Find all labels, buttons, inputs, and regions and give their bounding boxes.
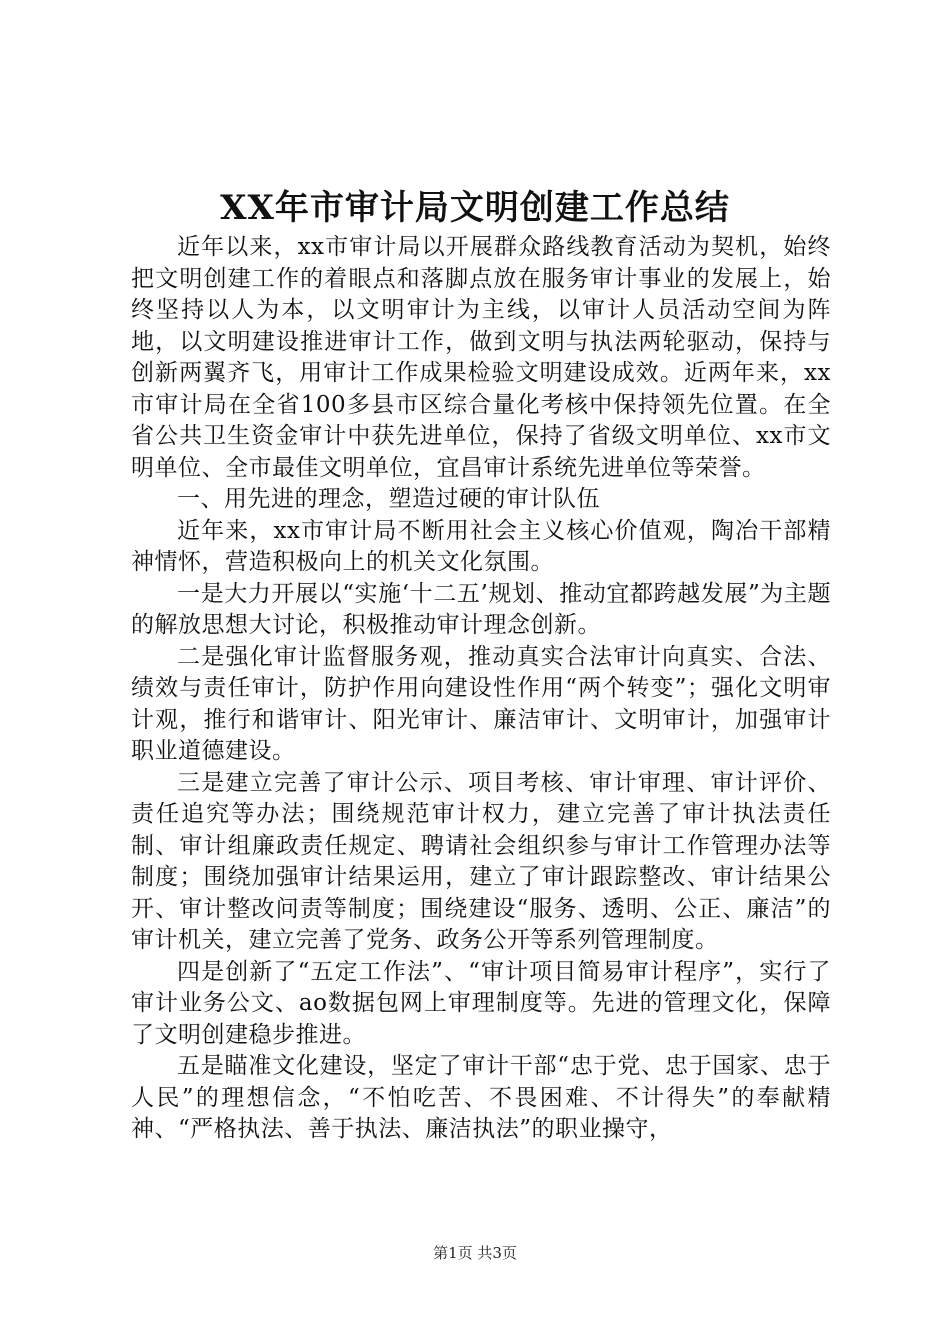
page-number-label: 第1页 共3页 — [433, 1244, 517, 1262]
body-paragraph: 一是大力开展以“实施‘十二五’规划、推动宜都跨越发展”为主题的解放思想大讨论，积极推动审计理念创新。 — [131, 580, 831, 638]
intro-paragraph: 近年以来，xx市审计局以开展群众路线教育活动为契机，始终把文明创建工作的着眼点和落脚点放在服务审计事业的发展上，始终坚持以人为本，以文明审计为主线，以审计人员活动空间为阵地，以文明建设推进审计工作，做到文明与执法两轮驱动，保持与创新两翼齐飞，用审计工作成果检验文明建设成效。近两年来，xx市审计局在全省100多县市区综合量化考核中保持领先位置。在全省公共卫生资金审计中获先进单位，保持了省级文明单位、xx市文明单位、全市最佳文明单位，宜昌审计系统先进单位等荣誉。 — [131, 234, 831, 481]
body-paragraph: 四是创新了“五定工作法”、“审计项目简易审计程序”，实行了审计业务公文、ao数据包网上审理制度等。先进的管理文化，保障了文明创建稳步推进。 — [131, 958, 831, 1048]
body-paragraph: 三是建立完善了审计公示、项目考核、审计审理、审计评价、责任追究等办法；围绕规范审计权力，建立完善了审计执法责任制、审计组廉政责任规定、聘请社会组织参与审计工作管理办法等制度；围绕加强审计结果运用，建立了审计跟踪整改、审计结果公开、审计整改问责等制度；围绕建设“服务、透明、公正、廉洁”的审计机关，建立完善了党务、政务公开等系列管理制度。 — [131, 769, 831, 953]
page-footer — [0, 1243, 950, 1263]
document-body — [131, 232, 831, 1146]
document-title: XX年市审计局文明创建工作总结 — [220, 188, 730, 228]
section-heading: 一、用先进的理念，塑造过硬的审计队伍 — [177, 486, 600, 512]
body-paragraph: 近年来，xx市审计局不断用社会主义核心价值观，陶冶干部精神情怀，营造积极向上的机关文化氛围。 — [131, 517, 831, 575]
body-paragraph: 二是强化审计监督服务观，推动真实合法审计向真实、合法、绩效与责任审计，防护作用向建设性作用“两个转变”；强化文明审计观，推行和谐审计、阳光审计、廉洁审计、文明审计，加强审计职业道德建设。 — [131, 643, 831, 764]
body-paragraph: 五是瞄准文化建设，坚定了审计干部“忠于党、忠于国家、忠于人民”的理想信念，“不怕吃苦、不畏困难、不计得失”的奉献精神、“严格执法、善于执法、廉洁执法”的职业操守， — [131, 1053, 831, 1142]
